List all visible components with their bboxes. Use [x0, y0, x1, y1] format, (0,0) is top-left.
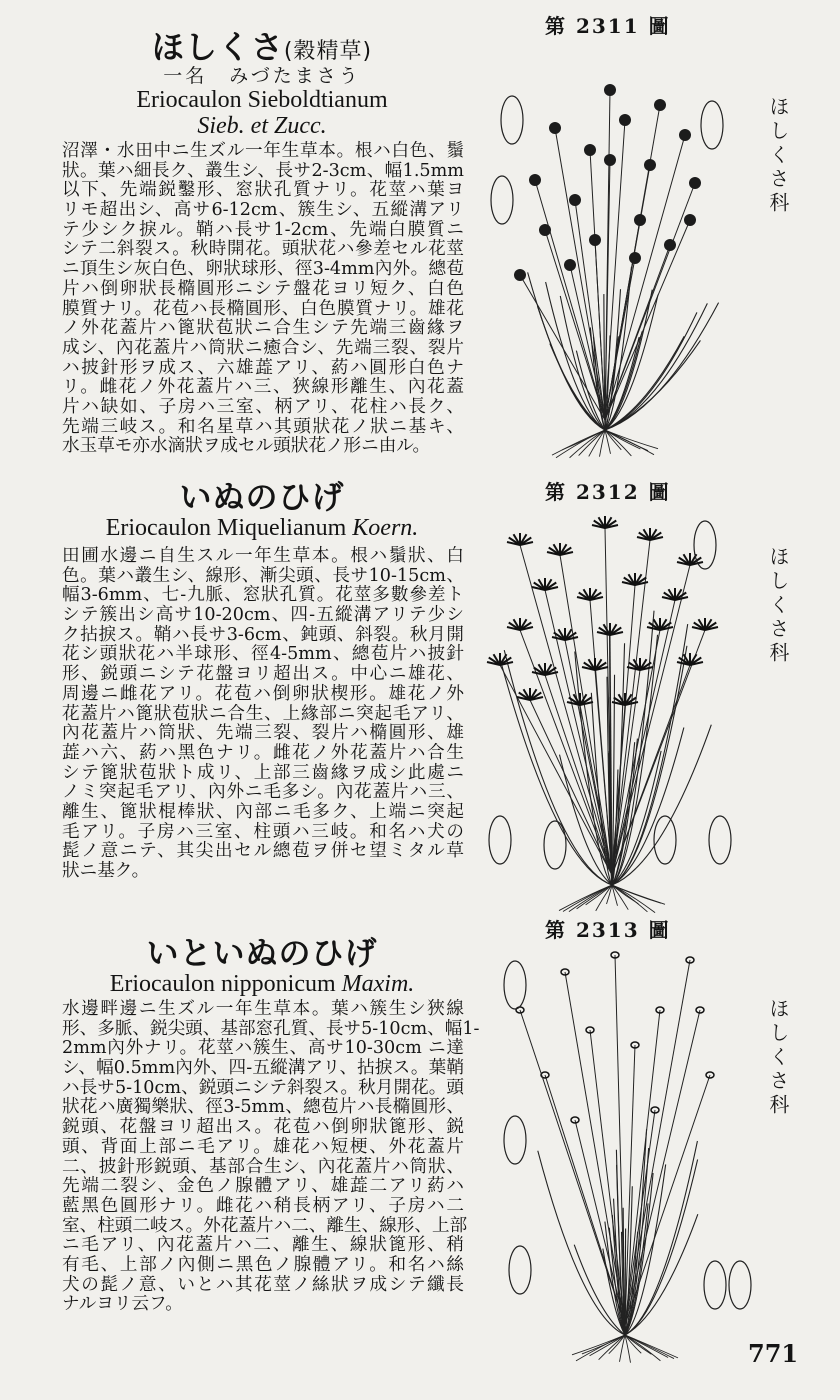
flower-head — [564, 259, 576, 271]
description-line: 毛アリ。子房ハ三室、柱頭ハ三岐。和名ハ犬の — [62, 821, 464, 842]
description-line: シテ二斜裂ス。秋時開花。頭狀花ハ參差セル花莖 — [62, 239, 464, 260]
figure-label-2313: 第 2313 圖 — [545, 918, 671, 942]
description-line: 犬の髭ノ意、いとハ其花莖ノ絲狀ヲ成シテ纖長 — [62, 1274, 464, 1295]
description-line: 狀花ハ廣獨樂狀、徑3-5mm、總苞片ハ長橢圓形、 — [62, 1097, 464, 1118]
root-stroke — [582, 1335, 625, 1354]
description-line: ハ披針形ヲ成ス、六雄蕋アリ、葯ハ圓形白色ナ — [62, 357, 464, 378]
flower-head — [539, 224, 551, 236]
description-line: 片ハ倒卵狀長橢圓形ニシテ盤花ヨリ短ク、白色 — [62, 278, 464, 299]
description-line: 片ハ缺如、子房ハ三室、柄アリ、花柱ハ長ク、 — [62, 396, 464, 417]
flower-stalk — [575, 200, 605, 420]
description-line: 水玉草モ亦水滴狀ヲ成セル頭狀花ノ形ニ由ル。 — [62, 436, 431, 457]
entry-1-kanji-name: (穀精草) — [283, 39, 373, 64]
flower-head — [529, 174, 541, 186]
flower-stalk — [590, 1030, 625, 1325]
description-line: 先端三岐ス。和名星草ハ其頭狀花ノ狀ニ基キ、 — [62, 416, 464, 437]
description-line: 花蓋片ハ篦狀苞狀ニ合生、上緣部ニ突起毛アリ、 — [62, 703, 464, 724]
flower-head — [604, 84, 616, 96]
flower-head — [584, 144, 596, 156]
family-label-1: ほしくさ科 — [766, 96, 790, 216]
detail-sketch — [501, 96, 523, 144]
flower-head — [689, 177, 701, 189]
description-line: ノミ突起毛アリ、內外ニ毛多シ。內花蓋片ハ三、 — [62, 782, 464, 803]
detail-sketch — [654, 816, 676, 864]
entry-3-title: いといぬのひげ — [146, 934, 378, 972]
flower-head — [629, 252, 641, 264]
leaf-stroke — [560, 296, 605, 430]
flower-stalk — [625, 960, 690, 1325]
description-line: 髭ノ意ニテ、其尖出セル總苞ヲ併セ望ミタル草 — [62, 841, 464, 862]
flower-head — [679, 129, 691, 141]
flower-head — [604, 154, 616, 166]
flower-stalk — [520, 1010, 625, 1325]
flower-stalk — [580, 705, 612, 875]
description-line: テ少シク捩ル。鞘ハ長サ1-2cm、先端白膜質ニ — [62, 219, 464, 240]
entry-1-authority-text: Sieb. et Zucc. — [197, 113, 327, 139]
entry-3-authority: Maxim. — [341, 971, 415, 997]
description-line: 鋭頭、花盤ヨリ超出ス。花苞ハ倒卵狀篦形、鋭 — [62, 1117, 464, 1138]
description-line: 田圃水邊ニ自生スル一年生草本。根ハ鬚狀、白 — [62, 546, 464, 566]
entry-1-latin-name: Eriocaulon Sieboldtianum — [136, 87, 388, 113]
detail-sketch — [704, 1261, 726, 1309]
description-line: 以下、先端鋭鑿形、窓狀孔質ナリ。花莖ハ葉ヨ — [62, 180, 464, 201]
description-line: 二、披針形鋭頭、基部合生シ、內花蓋片ハ筒狀、 — [62, 1156, 464, 1177]
description-line: 成シ、內花蓋片ハ筒狀ニ癒合シ、先端三裂、裂片 — [62, 337, 464, 358]
description-line: ナルヨリ云フ。 — [62, 1294, 183, 1315]
detail-sketch — [491, 176, 513, 224]
flower-stalk — [625, 1075, 710, 1325]
description-line: 色。葉ハ叢生シ、線形、漸尖頭、長サ10-15cm、 — [62, 565, 464, 586]
figure-label-2311: 第 2311 圖 — [545, 14, 671, 38]
flower-head — [664, 239, 676, 251]
description-line: 幅3-6mm、七-九脈、窓狀孔質。花莖多數參差ト — [62, 585, 464, 606]
description-line: ニ頂生シ灰白色、卵狀球形、徑3-4mm內外。總苞 — [62, 259, 464, 280]
flower-head — [569, 194, 581, 206]
description-line: 狀。葉ハ細長ク、叢生シ、長サ2-3cm、幅1.5mm — [62, 160, 464, 181]
description-line: 狀ニ基ク。 — [62, 861, 150, 881]
flower-head — [634, 214, 646, 226]
flower-stalk — [565, 972, 625, 1325]
description-line: ハ長サ5-10cm、鋭頭ニシテ斜裂ス。秋月開花。頭 — [62, 1077, 464, 1098]
description-line: シテ簇出シ高サ10-20cm、四-五縱溝アリテ少シ — [62, 605, 464, 626]
description-line: ニ毛アリ、內花蓋片ハ二、離生、線狀篦形、稍 — [62, 1235, 464, 1256]
description-line: 頭、背面上部ニ毛アリ。雄花ハ短梗、外花蓋片 — [62, 1136, 464, 1157]
description-line: 形、多脈、鋭尖頭、基部窓孔質、長サ5-10cm、幅1- — [62, 1018, 480, 1039]
description-line: 2mm內外ナリ。花莖ハ簇生、高サ10-30cm ニ達 — [62, 1038, 464, 1059]
flower-head — [619, 114, 631, 126]
description-line: 室、柱頭二岐ス。外花蓋片ハ二、離生、線形、上部 — [62, 1215, 468, 1236]
detail-sketch — [709, 816, 731, 864]
entry-2-authority: Koern. — [352, 515, 419, 541]
entry-3-latin-name: Eriocaulon nipponicum — [109, 971, 336, 997]
description-line: シ、幅0.5mm內外、四-五縱溝アリ、拈捩ス。葉鞘 — [62, 1058, 464, 1079]
description-line: ノ外花蓋片ハ篦狀苞狀ニ合生シテ先端三齒緣ヲ — [62, 318, 464, 339]
flower-stalk — [575, 1120, 625, 1325]
description-line: 離生、篦狀棍棒狀、內部ニ毛多ク、上端ニ突起 — [62, 801, 464, 822]
description-line: 水邊畔邊ニ生ズル一年生草本。葉ハ簇生シ狹線 — [62, 999, 464, 1019]
flower-head — [514, 269, 526, 281]
description-line: 藍黑色圓形ナリ。雌花ハ稍長柄アリ、子房ハ二 — [62, 1195, 464, 1216]
leaf-stroke — [612, 725, 711, 885]
flower-head — [549, 122, 561, 134]
flower-head — [654, 99, 666, 111]
root-stroke — [612, 885, 665, 904]
flower-stalk — [605, 220, 690, 420]
entry-1-alias: 一名 みづたまさう — [163, 65, 361, 87]
root-stroke — [599, 1335, 625, 1360]
flower-stalk — [605, 135, 685, 420]
family-label-2: ほしくさ科 — [766, 546, 790, 666]
leaf-stroke — [625, 1141, 697, 1335]
description-line: リ。雌花ノ外花蓋片ハ三、狹線形離生、內花蓋 — [62, 377, 464, 398]
root-stroke — [625, 1335, 678, 1358]
description-line: 內花蓋片ハ筒狀、先端三裂、裂片ハ橢圓形、雄 — [62, 723, 464, 744]
description-line: 有毛、上部ノ內側ニ黑色ノ腺體アリ。和名ハ絲 — [62, 1254, 464, 1275]
detail-sketch — [544, 821, 566, 869]
description-line: 沼澤・水田中ニ生ズル一年生草本。根ハ白色、鬚 — [62, 141, 464, 161]
family-label-3: ほしくさ科 — [766, 998, 790, 1118]
flower-head — [684, 214, 696, 226]
entry-1-japanese-name: ほしくさ — [151, 28, 284, 66]
description-line: シテ篦狀苞狀ト成リ、上部三齒緣ヲ成シ此處ニ — [62, 762, 464, 783]
leaf-stroke — [538, 1151, 625, 1335]
flower-head — [589, 234, 601, 246]
description-line: 先端二裂シ、金色ノ腺體アリ、雄蕋二アリ葯ハ — [62, 1176, 464, 1197]
detail-sketch — [694, 521, 716, 569]
entry-2-title: いぬのひげ — [179, 478, 345, 516]
page-number: 771 — [748, 1339, 799, 1368]
entry-2-latin-name: Eriocaulon Miquelianum — [105, 515, 347, 541]
description-line: 膜質ナリ。花苞ハ長橢圓形、白色膜質ナリ。雄花 — [62, 298, 464, 319]
description-line: 形、鋭頭ニシテ花盤ヨリ超出ス。中心ニ雄花、 — [62, 664, 464, 685]
detail-sketch — [504, 1116, 526, 1164]
detail-sketch — [729, 1261, 751, 1309]
description-line: 花シ頭狀花ハ半球形、徑4-5mm、總苞片ハ披針 — [62, 644, 464, 665]
detail-sketch — [504, 961, 526, 1009]
root-stroke — [590, 1335, 625, 1356]
flower-head — [644, 159, 656, 171]
detail-sketch — [701, 101, 723, 149]
root-stroke — [577, 885, 612, 909]
root-stroke — [605, 430, 658, 449]
description-line: リモ超出シ、高サ6-12cm、簇生シ、五縱溝アリ — [62, 200, 464, 221]
description-line: ク拈捩ス。鞘ハ長サ3-6cm、鈍頭、斜裂。秋月開 — [62, 624, 464, 645]
detail-sketch — [509, 1246, 531, 1294]
description-line: 周邊ニ雌花アリ。花苞ハ倒卵狀楔形。雄花ノ外 — [62, 683, 464, 704]
detail-sketch — [489, 816, 511, 864]
figure-label-2312: 第 2312 圖 — [545, 480, 671, 504]
description-line: 蕋ハ六、葯ハ黑色ナリ。雌花ノ外花蓋片ハ合生 — [62, 742, 464, 763]
